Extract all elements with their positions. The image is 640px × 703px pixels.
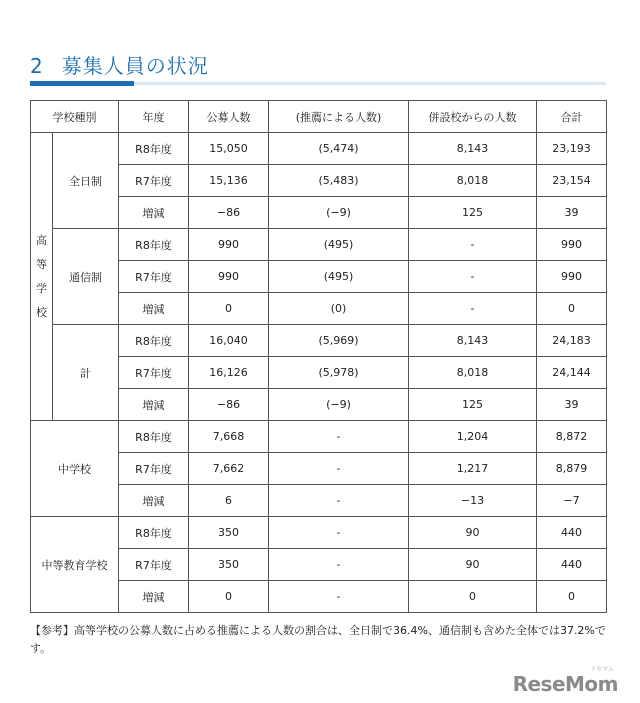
cell-public: 7,662 [189,453,269,485]
cell-recommended: (5,474) [269,133,409,165]
cell-public: 990 [189,229,269,261]
cell-total: 990 [537,229,607,261]
header-school-type: 学校種別 [31,101,119,133]
cell-public: 16,126 [189,357,269,389]
cell-total: 8,879 [537,453,607,485]
cell-affiliated: - [409,293,537,325]
cell-affiliated: - [409,229,537,261]
group-label-koto-char: 等 [36,257,47,271]
cell-affiliated: 8,143 [409,325,537,357]
cell-affiliated: −13 [409,485,537,517]
cell-year: R7年度 [119,357,189,389]
cell-public: −86 [189,197,269,229]
table-row [31,229,607,261]
group-label-kei: 計 [53,325,119,421]
cell-public: 15,050 [189,133,269,165]
cell-year: 増減 [119,389,189,421]
table-row [31,325,607,357]
header-recommended: (推薦による人数) [269,101,409,133]
cell-year: R8年度 [119,421,189,453]
cell-total: 39 [537,389,607,421]
cell-total: 24,183 [537,325,607,357]
cell-year: 増減 [119,485,189,517]
group-label-koto-char: 校 [36,305,47,319]
cell-year: R8年度 [119,133,189,165]
cell-year: 増減 [119,581,189,613]
group-label-koto [31,133,53,421]
cell-affiliated: 90 [409,549,537,581]
cell-recommended: (5,978) [269,357,409,389]
cell-affiliated: - [409,261,537,293]
table-row [31,517,607,549]
cell-year: 増減 [119,293,189,325]
group-label-koto-char: 高 [36,233,47,247]
section-title: 募集人員の状況 [61,54,209,78]
cell-year: 増減 [119,197,189,229]
table-header-row [31,101,607,133]
cell-recommended: - [269,549,409,581]
cell-affiliated: 125 [409,197,537,229]
header-affiliated: 併設校からの人数 [409,101,537,133]
cell-affiliated: 8,143 [409,133,537,165]
cell-public: 990 [189,261,269,293]
cell-public: 6 [189,485,269,517]
cell-total: 24,144 [537,357,607,389]
cell-total: 23,193 [537,133,607,165]
cell-year: R8年度 [119,517,189,549]
cell-public: 350 [189,517,269,549]
cell-public: 350 [189,549,269,581]
cell-total: 8,872 [537,421,607,453]
cell-public: 15,136 [189,165,269,197]
cell-total: 440 [537,517,607,549]
heading-underline-accent [30,81,134,86]
cell-total: 23,154 [537,165,607,197]
header-total: 合計 [537,101,607,133]
cell-total: −7 [537,485,607,517]
group-label-chuto: 中等教育学校 [31,517,119,613]
group-label-zennichi: 全日制 [53,133,119,229]
cell-year: R8年度 [119,325,189,357]
cell-recommended: - [269,453,409,485]
reference-note: 【参考】高等学校の公募人数に占める推薦による人数の割合は、全日制で36.4%、通信制も含めた全体では37.2%です。 [30,624,606,655]
section-heading [30,50,209,79]
cell-recommended: - [269,485,409,517]
cell-total: 39 [537,197,607,229]
cell-year: R8年度 [119,229,189,261]
cell-public: 16,040 [189,325,269,357]
cell-affiliated: 8,018 [409,165,537,197]
header-year: 年度 [119,101,189,133]
cell-total: 0 [537,581,607,613]
cell-affiliated: 125 [409,389,537,421]
cell-total: 0 [537,293,607,325]
section-number: 2 [30,54,44,78]
header-public: 公募人数 [189,101,269,133]
cell-recommended: (5,483) [269,165,409,197]
cell-recommended: (−9) [269,197,409,229]
cell-recommended: (5,969) [269,325,409,357]
cell-affiliated: 0 [409,581,537,613]
resemom-logo: ReseMom [512,672,618,696]
cell-year: R7年度 [119,165,189,197]
cell-recommended: - [269,517,409,549]
cell-public: 0 [189,581,269,613]
cell-total: 990 [537,261,607,293]
group-label-tsushin: 通信制 [53,229,119,325]
cell-recommended: (0) [269,293,409,325]
cell-recommended: - [269,581,409,613]
cell-recommended: (495) [269,229,409,261]
cell-affiliated: 1,217 [409,453,537,485]
cell-recommended: (495) [269,261,409,293]
cell-total: 440 [537,549,607,581]
logo-kana: リセマム [590,666,614,673]
cell-public: −86 [189,389,269,421]
cell-year: R7年度 [119,261,189,293]
cell-public: 7,668 [189,421,269,453]
cell-recommended: - [269,421,409,453]
cell-affiliated: 90 [409,517,537,549]
cell-year: R7年度 [119,549,189,581]
table-row [31,421,607,453]
group-label-koto-char: 学 [36,281,47,295]
recruitment-table [30,100,607,613]
cell-public: 0 [189,293,269,325]
heading-underline [30,82,606,85]
cell-affiliated: 1,204 [409,421,537,453]
table-row [31,133,607,165]
cell-year: R7年度 [119,453,189,485]
cell-affiliated: 8,018 [409,357,537,389]
cell-recommended: (−9) [269,389,409,421]
group-label-chugaku: 中学校 [31,421,119,517]
